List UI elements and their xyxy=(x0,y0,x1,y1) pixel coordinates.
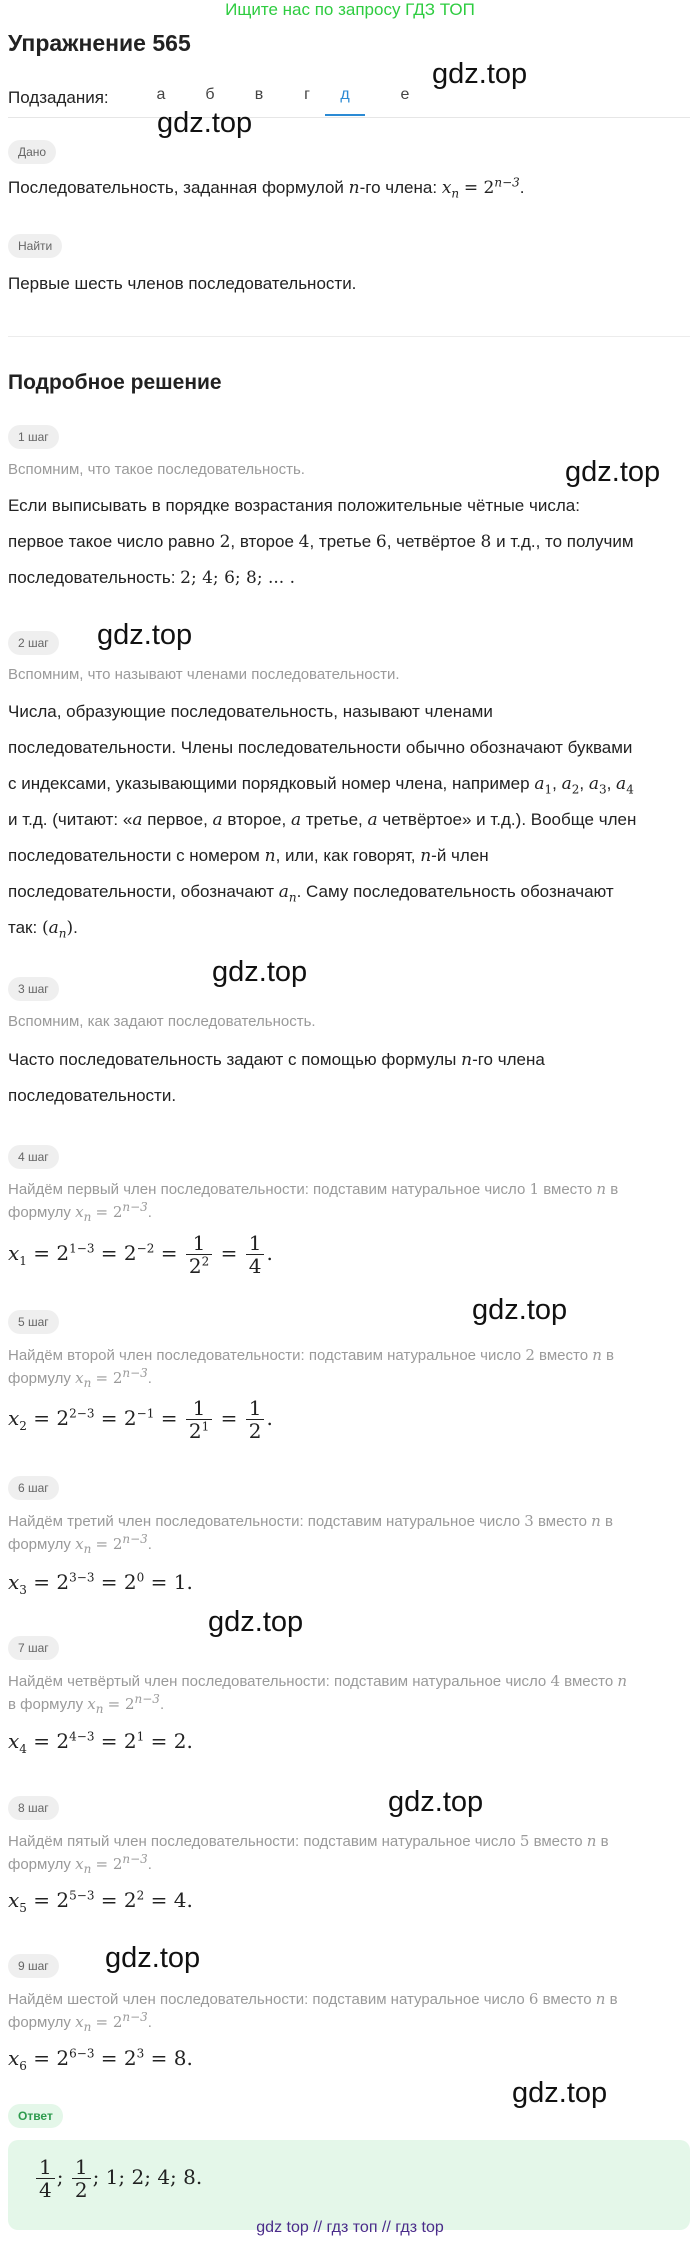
step-2-chip: 2 шаг xyxy=(8,631,59,655)
solution-title: Подробное решение xyxy=(8,371,222,394)
watermark: gdz.top xyxy=(97,619,193,651)
step-6-hint: Найдём третий член последовательности: подставим натуральное число 3 вместо n в формулу $x_n = 2^{n-3}$. xyxy=(8,1512,613,1556)
subtask-tab-e[interactable]: е xyxy=(400,86,410,103)
step-6-chip: 6 шаг xyxy=(8,1476,59,1500)
step-9-hint: Найдём шестой член последовательности: подставим натуральное число 6 вместо n в формулу $x_n = 2^{n-3}$. xyxy=(8,1990,618,2034)
watermark: gdz.top xyxy=(472,1294,568,1326)
watermark: gdz.top xyxy=(105,1942,201,1974)
step-2-line-7: так: $(a_n)$. xyxy=(8,918,78,941)
step-3-line-2: последовательности. xyxy=(8,1086,177,1105)
step-5-chip: 5 шаг xyxy=(8,1310,59,1334)
step-1-line-2: первое такое число равно 2, второе 4, третье 6, четвёртое 8 и т.д., то получим xyxy=(8,532,634,552)
page-title: Упражнение 565 xyxy=(8,30,191,56)
step-9-formula: $x_6 = 2^{6-3} = 2^3 = 8$. xyxy=(8,2046,193,2073)
subtask-tab-a[interactable]: а xyxy=(156,86,166,103)
subtasks-bar xyxy=(8,82,690,118)
step-2-line-6: последовательности, обозначают $a_n$. Саму последовательность обозначают xyxy=(8,882,614,905)
step-4-formula: $x_1 = 2^{1-3} = 2^{-2}$ = $\frac{1}{2^2}$ = $\frac{1}{4}$ . xyxy=(8,1231,273,1278)
step-1-hint: Вспомним, что такое последовательность. xyxy=(8,461,305,478)
step-1-line-1: Если выписывать в порядке возрастания положительные чётные числа: xyxy=(8,496,580,515)
search-banner: Ищите нас по запросу ГДЗ ТОП xyxy=(225,0,475,19)
watermark: gdz.top xyxy=(208,1606,304,1638)
step-2-line-2: последовательности. Члены последовательности обычно обозначают буквами xyxy=(8,738,633,757)
given-text: Последовательность, заданная формулой n-го члена: $x_n = 2^{n-3}$. xyxy=(8,175,525,201)
step-2-hint: Вспомним, что называют членами последовательности. xyxy=(8,666,400,683)
subtask-tab-v[interactable]: в xyxy=(254,86,264,103)
given-chip: Дано xyxy=(8,140,56,164)
step-8-chip: 8 шаг xyxy=(8,1796,59,1820)
watermark: gdz.top xyxy=(157,107,253,139)
subtask-tab-d[interactable]: д xyxy=(325,86,365,116)
step-2-line-4: и т.д. (читают: «a первое, a второе, a третье, a четвёртое» и т.д.). Вообще член xyxy=(8,810,637,830)
watermark: gdz.top xyxy=(212,956,308,988)
footer-links[interactable]: gdz top // гдз топ // гдз top xyxy=(256,2219,444,2236)
subtasks-label: Подзадания: xyxy=(8,88,109,107)
answer-chip: Ответ xyxy=(8,2104,63,2128)
step-7-formula: $x_4 = 2^{4-3} = 2^1 = 2$. xyxy=(8,1729,193,1756)
step-5-hint: Найдём второй член последовательности: подставим натуральное число 2 вместо n в формулу $x_n = 2^{n-3}$. xyxy=(8,1346,615,1390)
find-text: Первые шесть членов последовательности. xyxy=(8,274,357,293)
step-6-formula: $x_3 = 2^{3-3} = 2^0 = 1$. xyxy=(8,1570,193,1597)
step-4-chip: 4 шаг xyxy=(8,1145,59,1169)
step-2-line-5: последовательности с номером n, или, как говорят, n-й член xyxy=(8,846,489,866)
answer-formula: $\frac{1}{4}$ ; $\frac{1}{2}$ ; 1; 2; 4; 8. xyxy=(34,2156,202,2201)
step-2-line-3: с индексами, указывающими порядковый номер члена, например $a_1$, $a_2$, $a_3$, $a_4$ xyxy=(8,774,634,797)
step-8-formula: $x_5 = 2^{5-3} = 2^2 = 4$. xyxy=(8,1888,193,1915)
watermark: gdz.top xyxy=(512,2077,608,2109)
subtask-tab-g[interactable]: г xyxy=(304,86,310,103)
watermark: gdz.top xyxy=(565,456,661,488)
step-1-line-3: последовательность: 2; 4; 6; 8; ... . xyxy=(8,568,295,588)
step-8-hint: Найдём пятый член последовательности: подставим натуральное число 5 вместо n в формулу $x_n = 2^{n-3}$. xyxy=(8,1832,609,1876)
step-3-chip: 3 шаг xyxy=(8,977,59,1001)
step-3-line-1: Часто последовательность задают с помощью формулы n-го члена xyxy=(8,1050,545,1070)
step-5-formula: $x_2 = 2^{2-3} = 2^{-1}$ = $\frac{1}{2^1}$ = $\frac{1}{2}$ . xyxy=(8,1396,273,1443)
step-7-hint: Найдём четвёртый член последовательности: подставим натуральное число 4 вместо n в формулу $x_n = 2^{n-3}$. xyxy=(8,1672,628,1716)
step-1-chip: 1 шаг xyxy=(8,425,59,449)
step-7-chip: 7 шаг xyxy=(8,1636,59,1660)
step-2-line-1: Числа, образующие последовательность, называют членами xyxy=(8,702,493,721)
find-chip: Найти xyxy=(8,234,62,258)
answer-box xyxy=(8,2140,690,2230)
watermark: gdz.top xyxy=(432,58,528,90)
step-4-hint: Найдём первый член последовательности: подставим натуральное число 1 вместо n в формулу $x_n = 2^{n-3}$. xyxy=(8,1180,619,1224)
section-divider xyxy=(8,336,690,337)
step-9-chip: 9 шаг xyxy=(8,1954,59,1978)
watermark: gdz.top xyxy=(388,1786,484,1818)
step-3-hint: Вспомним, как задают последовательность. xyxy=(8,1013,316,1030)
subtask-tab-b[interactable]: б xyxy=(205,86,215,103)
